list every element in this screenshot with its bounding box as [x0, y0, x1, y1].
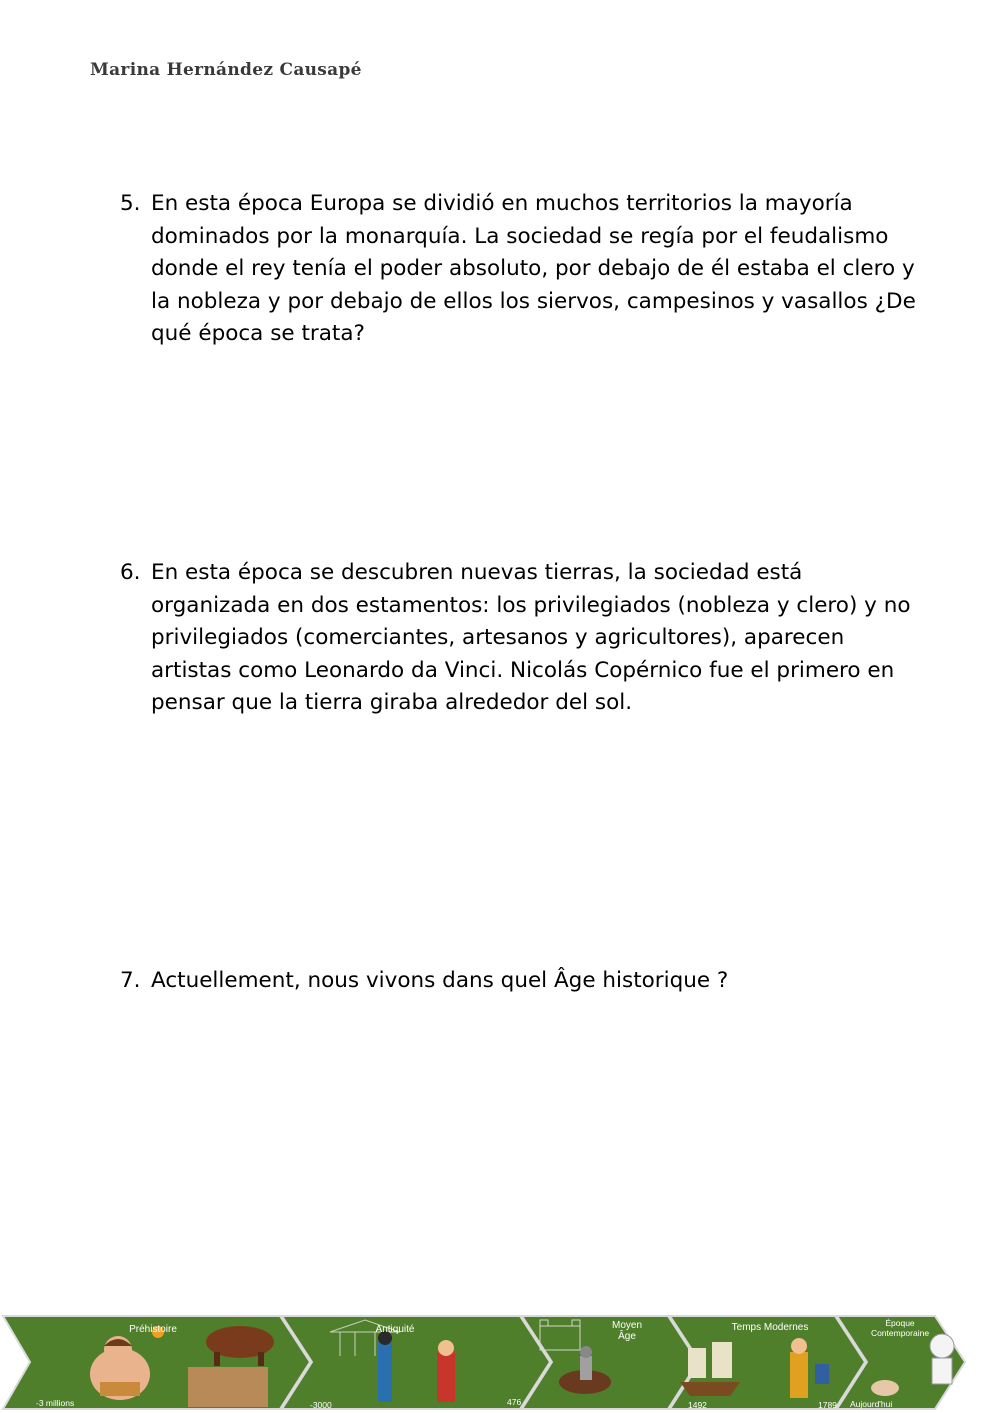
question-text: En esta época se descubren nuevas tierras, la sociedad está organizada en dos estamentos: los privilegiados (nobleza y clero) y no privilegiados (comerciantes, artesanos y agricultores), aparecen artistas como Leonardo da Vinci. Nicolás Copérnico fue el primero en pensar que la tierra giraba alrededor del sol. [151, 560, 911, 715]
history-timeline [0, 1312, 1000, 1413]
era-label-moyen: Moyen [611, 1320, 643, 1331]
rabbit-illustration [871, 1380, 899, 1396]
astronaut-illustration [930, 1334, 954, 1384]
date-476: 476 [507, 1397, 522, 1407]
question-number: 5. [120, 191, 141, 216]
roman-figure-illustration [437, 1340, 455, 1402]
question-number: 6. [120, 560, 141, 585]
question-7 [120, 965, 920, 998]
question-6 [120, 557, 920, 720]
era-label-antiquite: Antiquité [375, 1324, 415, 1335]
egyptian-figure-illustration [378, 1331, 392, 1402]
era-label-epoque: Époque [885, 1318, 915, 1328]
era-label-contemporaine: Contemporaine [870, 1328, 930, 1338]
question-text: En esta época Europa se dividió en muchos territorios la mayoría dominados por la monarquía. La sociedad se regía por el feudalismo donde el rey tenía el poder absoluto, por debajo de él estaba el clero y la nobleza y por debajo de ellos los siervos, campesinos y vasallos ¿De qué época se trata? [151, 191, 916, 346]
segment-antiquite [282, 1316, 550, 1409]
question-number: 7. [120, 968, 141, 993]
date-1789: 1789 [818, 1400, 837, 1410]
era-label-age: Âge [618, 1331, 636, 1342]
date-aujourdhui: Aujourd'hui [850, 1399, 893, 1409]
question-5 [120, 188, 920, 351]
question-text: Actuellement, nous vivons dans quel Âge historique ? [151, 968, 729, 993]
date-minus-3-millions: -3 millions [36, 1398, 75, 1408]
era-label-temps-modernes: Temps Modernes [731, 1322, 809, 1333]
date-minus-3000: -3000 [310, 1400, 332, 1410]
era-label-prehistoire: Préhistoire [129, 1324, 177, 1335]
cave-painting-image [188, 1367, 268, 1407]
date-1492: 1492 [688, 1400, 707, 1410]
timeline-graphic [0, 1312, 1000, 1413]
author-name: Marina Hernández Causapé [90, 60, 362, 80]
